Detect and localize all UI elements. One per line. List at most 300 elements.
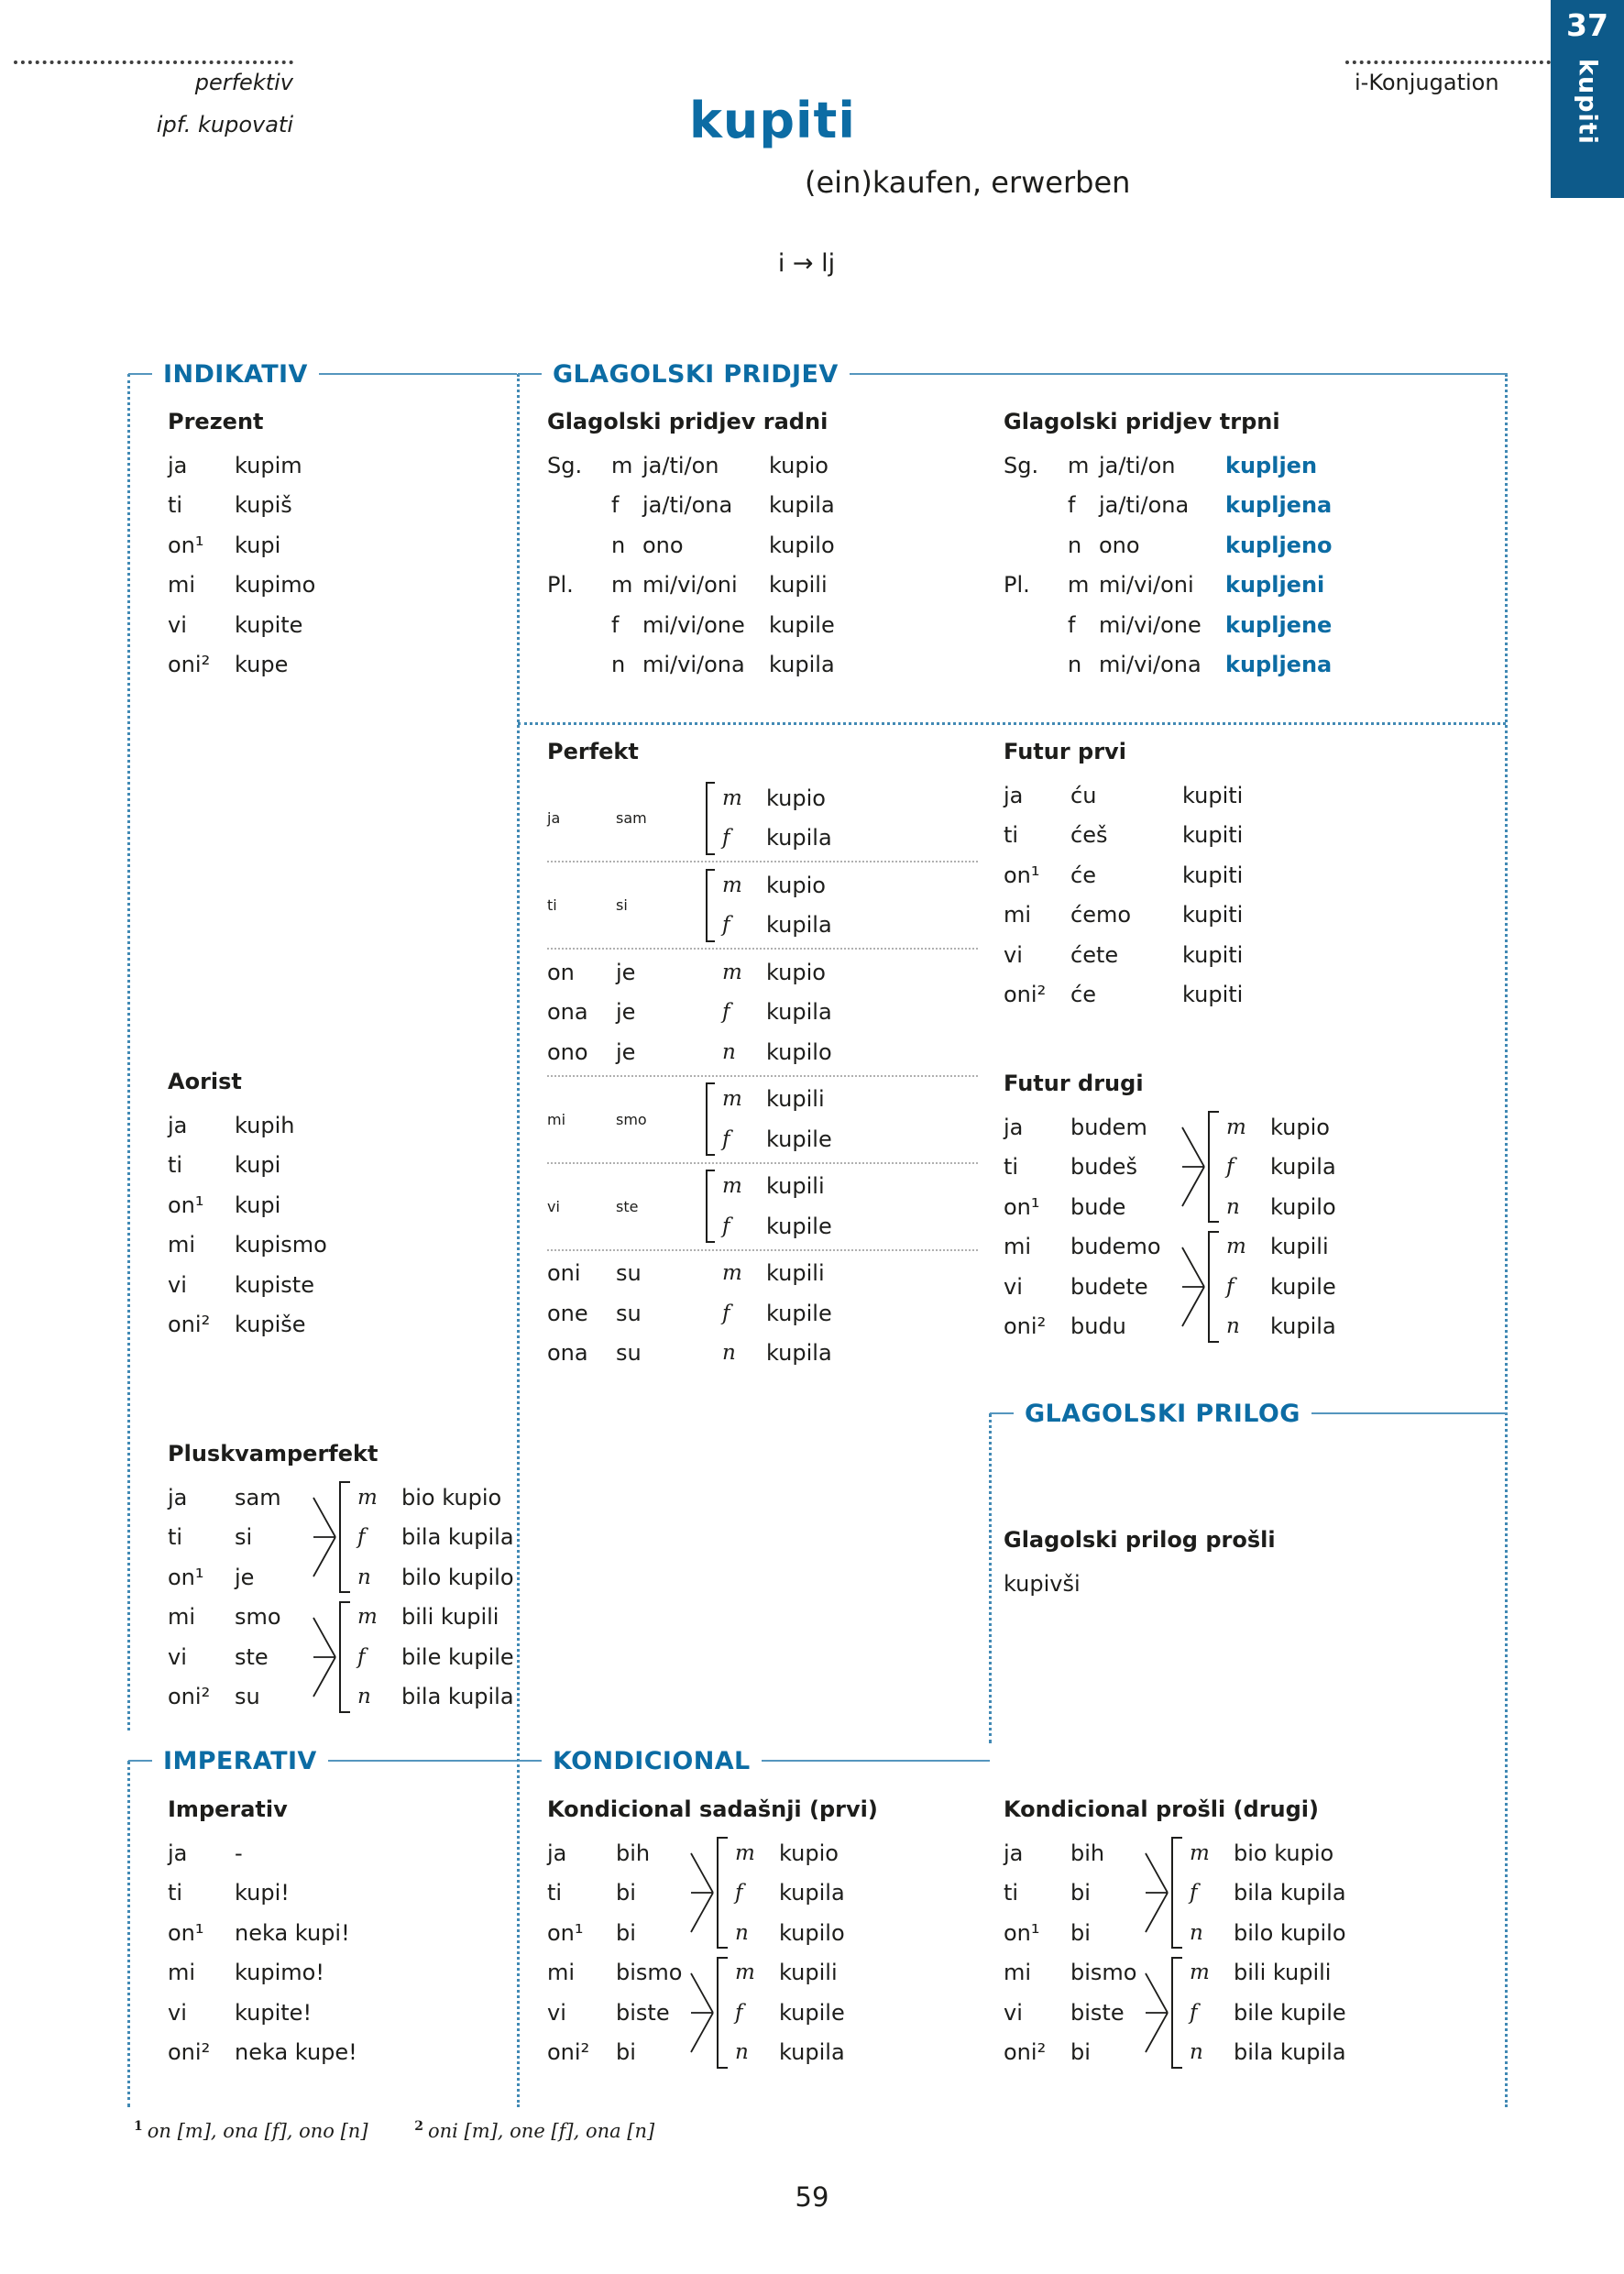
auxiliary: bih [1070, 1840, 1105, 1866]
auxiliary: je [235, 1564, 255, 1590]
futur-prvi-table [1004, 739, 1243, 1015]
section-heading-glagolski-pridjev: GLAGOLSKI PRIDJEV [553, 359, 839, 389]
dotted-border-prilog [989, 1413, 992, 1743]
verb-form: bili kupili [401, 1604, 499, 1631]
pridjev-radni-table [547, 409, 835, 685]
verb-form: kupi [235, 532, 281, 558]
form-row [722, 778, 832, 818]
conjugation-row [547, 1254, 978, 1294]
gender-label: m [722, 1087, 742, 1112]
gender-label: n [1068, 652, 1082, 678]
pronoun: ti [547, 896, 557, 914]
verb-form: kupio [766, 959, 826, 985]
pronoun: mi/vi/one [1099, 611, 1202, 638]
verb-form: kupile [1270, 1273, 1336, 1300]
number-label: Pl. [1004, 572, 1030, 599]
verb-form: kupljeni [1225, 572, 1325, 599]
prilog-prosli-heading: Glagolski prilog prošli [1004, 1527, 1276, 1553]
auxiliary: će [1070, 862, 1096, 888]
pronoun: ti [168, 492, 183, 519]
conjugation-row [168, 1105, 327, 1146]
perfekt-block [547, 775, 978, 862]
verb-form: kupila [766, 999, 832, 1026]
pronoun: mi/vi/ona [642, 652, 745, 678]
verb-form: kupili [769, 572, 828, 599]
gender-label: m [735, 1840, 755, 1865]
pronoun: on¹ [168, 1564, 204, 1590]
conjugation-row [1004, 935, 1243, 975]
gender-label: m [1068, 572, 1090, 599]
pronoun: ja [1004, 1114, 1024, 1140]
gender-label: m [357, 1605, 378, 1630]
bracket [706, 1170, 715, 1243]
pronoun: on¹ [168, 532, 204, 558]
bracket [717, 1957, 728, 2069]
pronoun: ja [168, 1112, 188, 1138]
heading-lead-line [128, 1760, 152, 1762]
conjugation-row [547, 1334, 978, 1374]
gender-label: m [611, 572, 633, 599]
bracket [706, 782, 715, 855]
pridjev-row [547, 645, 835, 686]
verb-form: kupljeno [1225, 532, 1333, 558]
auxiliary: si [235, 1524, 253, 1551]
perfekt-table [547, 739, 978, 1376]
dotted-border-left-top [127, 374, 130, 1730]
pronoun: on¹ [168, 1919, 204, 1946]
pronoun: mi [168, 572, 196, 599]
brace-connector [689, 1834, 715, 1951]
pronoun: on¹ [1004, 1193, 1040, 1220]
page-tab [1551, 0, 1624, 198]
verb-form: kupivši [1004, 1570, 1081, 1597]
pronoun: ja/ti/ona [1099, 492, 1190, 519]
gender-label: n [722, 1039, 736, 1064]
gender-label: m [1190, 1840, 1210, 1865]
auxiliary: ću [1070, 782, 1097, 808]
verb-form: kupiti [1182, 982, 1244, 1008]
brace-connector [1180, 1108, 1206, 1225]
verb-form: kupio [769, 452, 828, 478]
verb-form: kupite [235, 611, 303, 638]
verb-form: kupila [766, 912, 832, 939]
verb-form: kupljene [1225, 611, 1333, 638]
verb-form: kupilo [779, 1919, 845, 1946]
gender-label: n [1226, 1314, 1240, 1339]
pronoun: ona [547, 999, 588, 1026]
pronoun: ti [1004, 822, 1019, 849]
verb-form: kupile [766, 1300, 832, 1326]
verb-form: - [235, 1840, 243, 1866]
gender-label: m [722, 960, 742, 984]
conjugation-row [1004, 975, 1243, 1016]
pridjev-row [1004, 525, 1333, 566]
pronoun: ti [168, 1880, 183, 1906]
gender-label: m [1068, 452, 1090, 478]
pronoun: oni² [1004, 2039, 1047, 2066]
verb-form: kupio [766, 785, 826, 811]
verb-form: kupila [766, 825, 832, 851]
gender-label: f [722, 1000, 730, 1025]
pridjev-radni-heading: Glagolski pridjev radni [547, 409, 828, 434]
number-label: Sg. [547, 452, 583, 478]
verb-form: kupi! [235, 1880, 290, 1906]
verb-form: kupiti [1182, 822, 1244, 849]
gender-label: f [1190, 1881, 1198, 1906]
pridjev-row [547, 486, 835, 526]
verb-form: kupilo [769, 532, 835, 558]
verb-form: bilo kupilo [1234, 1919, 1346, 1946]
conjugation-row [168, 566, 315, 606]
conjugation-row [168, 1833, 357, 1873]
verb-form: bio kupio [401, 1484, 502, 1511]
section-heading-kondicional: KONDICIONAL [553, 1746, 751, 1775]
pronoun: ono [642, 532, 684, 558]
conjugation-row [1004, 855, 1243, 895]
perfekt-block [547, 1164, 978, 1251]
form-row [722, 865, 832, 906]
verb-form: kupilo [1270, 1193, 1336, 1220]
pronoun: oni² [168, 1312, 211, 1338]
perfekt-block [547, 1077, 978, 1164]
verb-form: kupili [766, 1086, 825, 1113]
auxiliary: budemo [1070, 1234, 1161, 1260]
verb-form: kupili [779, 1960, 838, 1986]
verb-form: bile kupile [401, 1643, 514, 1670]
verb-form: kupiti [1182, 902, 1244, 928]
heading-rule-line [762, 1760, 990, 1762]
gender-label: n [735, 2040, 749, 2065]
pronoun: vi [1004, 941, 1023, 968]
auxiliary: smo [235, 1604, 281, 1631]
heading-lead-line [518, 1760, 542, 1762]
gender-label: f [722, 826, 730, 851]
verb-form: kupiti [1182, 941, 1244, 968]
conjugation-row [168, 1265, 327, 1305]
conjugation-group [1004, 1833, 1346, 1953]
auxiliary: je [616, 959, 636, 985]
gender-label: f [722, 913, 730, 938]
page-number: 59 [795, 2181, 829, 2213]
auxiliary: ste [616, 1197, 639, 1215]
stem-change: i → lj [777, 249, 836, 278]
pridjev-row [547, 605, 835, 645]
pronoun: ja [168, 1840, 188, 1866]
gender-label: f [1226, 1155, 1234, 1180]
conjugation-row [1004, 1564, 1276, 1604]
auxiliary: budem [1070, 1114, 1147, 1140]
gender-label: m [722, 785, 742, 810]
perfekt-block [547, 1251, 978, 1377]
footnote-1-marker: 1 [134, 2119, 143, 2134]
pronoun: ja [168, 452, 188, 478]
pronoun: ti [547, 1880, 563, 1906]
auxiliary: si [616, 896, 628, 914]
auxiliary: bismo [616, 1960, 683, 1986]
dotted-border-pridjev-bottom [518, 722, 1506, 725]
auxiliary: ćete [1070, 941, 1119, 968]
verb-form: kupi [235, 1152, 281, 1179]
gender-label: m [722, 873, 742, 897]
pronoun: vi [547, 1999, 566, 2026]
gender-label: f [722, 1214, 730, 1238]
number-label: Sg. [1004, 452, 1039, 478]
auxiliary: će [1070, 982, 1096, 1008]
auxiliary: budu [1070, 1313, 1126, 1340]
verb-form: kupile [779, 1999, 845, 2026]
pridjev-row [547, 445, 835, 486]
form-row [722, 1206, 832, 1247]
auxiliary: budeš [1070, 1154, 1137, 1181]
gender-label: n [357, 1685, 371, 1709]
auxiliary: je [616, 1038, 636, 1065]
gender-label: m [1226, 1235, 1246, 1259]
pronoun: oni [547, 1260, 581, 1287]
conjugation-row [168, 605, 315, 645]
header-dotted-line-left [14, 60, 293, 64]
prezent-heading: Prezent [168, 409, 264, 434]
verb-form: kupe [235, 652, 289, 678]
pronoun: mi [1004, 902, 1032, 928]
aorist-heading: Aorist [168, 1069, 242, 1094]
pronoun: on¹ [1004, 862, 1040, 888]
verb-form: kupljen [1225, 452, 1318, 478]
conjugation-row [168, 1993, 357, 2033]
conjugation-row [168, 445, 315, 486]
pronoun: ti [168, 1152, 183, 1179]
pronoun: ja/ti/on [642, 452, 719, 478]
number-label: Pl. [547, 572, 574, 599]
auxiliary: biste [616, 1999, 670, 2026]
pluskvamperfekt-table [168, 1441, 514, 1717]
conjugation-row [168, 2033, 357, 2073]
auxiliary: su [235, 1684, 260, 1710]
pronoun: oni² [1004, 982, 1047, 1008]
section-heading-indikativ: INDIKATIV [163, 359, 308, 389]
gender-label: n [1226, 1194, 1240, 1219]
verb-form: bila kupila [1234, 1880, 1346, 1906]
pronoun: mi [1004, 1234, 1032, 1260]
pronoun: oni² [168, 1684, 211, 1710]
gender-label: f [735, 1881, 743, 1906]
translation: (ein)kaufen, erwerben [805, 165, 1131, 200]
pronoun: mi [547, 1960, 576, 1986]
verb-form: kupila [769, 652, 835, 678]
heading-rule-line [1311, 1412, 1508, 1414]
brace-connector [1180, 1228, 1206, 1346]
kondicional-sadasnji-heading: Kondicional sadašnji (prvi) [547, 1796, 878, 1822]
auxiliary: ste [235, 1643, 269, 1670]
pronoun: ti [1004, 1154, 1019, 1181]
gender-label: m [1226, 1115, 1246, 1139]
brace-connector [1144, 1954, 1169, 2071]
futur-drugi-table [1004, 1071, 1336, 1346]
form-row [722, 906, 832, 946]
pronoun: on¹ [1004, 1919, 1040, 1946]
pronoun: vi [168, 611, 187, 638]
conjugation-row [1004, 816, 1243, 856]
verb-form: bila kupila [401, 1524, 514, 1551]
pluskvamperfekt-heading: Pluskvamperfekt [168, 1441, 379, 1467]
footnote-2-text: oni [m], one [f], ona [n] [427, 2120, 655, 2142]
verb-form: kupile [766, 1213, 832, 1239]
pronoun: vi [168, 1643, 187, 1670]
gender-label: f [611, 611, 620, 638]
verb-form: kupiste [235, 1271, 314, 1298]
futur-prvi-heading: Futur prvi [1004, 739, 1126, 764]
aspect-label: perfektiv [194, 70, 293, 95]
bracket [1171, 1957, 1182, 2069]
gender-label: m [722, 1174, 742, 1199]
pronoun: mi [168, 1604, 196, 1631]
brace-connector [689, 1954, 715, 2071]
verb-form: kupiše [235, 1312, 306, 1338]
conjugation-group [1004, 1227, 1336, 1347]
verb-form: kupila [769, 492, 835, 519]
gender-label: f [1190, 2000, 1198, 2025]
verb-form: kupila [1270, 1154, 1336, 1181]
bracket [339, 1481, 350, 1593]
section-glagolski-prilog [990, 1397, 1508, 1430]
pronoun: ono [1099, 532, 1140, 558]
imperativ-table [168, 1796, 357, 2072]
pronoun: ono [547, 1038, 588, 1065]
prezent-table [168, 409, 315, 685]
auxiliary: budete [1070, 1273, 1148, 1300]
pridjev-row [1004, 445, 1333, 486]
form-row [722, 1080, 832, 1120]
pronoun: one [547, 1300, 588, 1326]
pronoun: mi/vi/one [642, 611, 745, 638]
form-row [722, 818, 832, 859]
auxiliary: bismo [1070, 1960, 1137, 1986]
bracket [1208, 1111, 1219, 1223]
pridjev-trpni-heading: Glagolski pridjev trpni [1004, 409, 1280, 434]
conjugation-group [168, 1478, 514, 1598]
conjugation-row [1004, 775, 1243, 816]
verb-form: kupiš [235, 492, 292, 519]
conjugation-row [168, 1913, 357, 1953]
conjugation-row [168, 645, 315, 686]
gender-label: n [357, 1565, 371, 1589]
bracket [706, 869, 715, 942]
heading-lead-line [518, 373, 542, 375]
dotted-border-right [1505, 374, 1508, 2107]
gender-label: n [1190, 1920, 1203, 1945]
verb-form: kupljena [1225, 652, 1333, 678]
pridjev-row [547, 566, 835, 606]
verb-form: bila kupila [1234, 2039, 1346, 2066]
verb-form: neka kupe! [235, 2039, 357, 2066]
auxiliary: bi [1070, 1919, 1091, 1946]
section-indikativ [128, 357, 517, 390]
pronoun: ti [1004, 1880, 1019, 1906]
gender-label: m [735, 1961, 755, 1985]
verb-form: kupismo [235, 1232, 327, 1258]
conjugation-row [168, 1146, 327, 1186]
conjugation-row [547, 993, 978, 1033]
conjugation-row [547, 1032, 978, 1072]
dotted-border-middle [517, 374, 520, 2107]
conjugation-row [168, 1305, 327, 1346]
auxiliary: bi [616, 1919, 636, 1946]
verb-form: kupio [779, 1840, 839, 1866]
auxiliary: bude [1070, 1193, 1126, 1220]
pronoun: vi [547, 1197, 560, 1215]
verb-form: kupila [779, 1880, 845, 1906]
kondicional-sadasnji-table [547, 1796, 878, 2072]
gender-label: f [1068, 492, 1076, 519]
auxiliary: ćemo [1070, 902, 1132, 928]
verb-form: bio kupio [1234, 1840, 1334, 1866]
pronoun: on¹ [168, 1192, 204, 1218]
conjugation-row [168, 1185, 327, 1225]
verb-form: kupio [1270, 1114, 1330, 1140]
conjugation-row [168, 1953, 357, 1994]
gender-label: n [722, 1341, 736, 1366]
conjugation-row [168, 1873, 357, 1914]
dotted-border-left-bottom [127, 1761, 130, 2107]
heading-lead-line [128, 373, 152, 375]
auxiliary: bih [616, 1840, 651, 1866]
form-row [722, 1167, 832, 1207]
auxiliary: bi [1070, 1880, 1091, 1906]
pronoun: on [547, 959, 575, 985]
heading-rule-line [319, 373, 517, 375]
gender-label: n [611, 652, 626, 678]
verb-form: kupiti [1182, 782, 1244, 808]
auxiliary: su [616, 1260, 642, 1287]
conjugation-pair [547, 1167, 978, 1247]
conjugation-pair [547, 1080, 978, 1159]
verb-form: kupio [766, 872, 826, 898]
section-imperativ [128, 1744, 517, 1777]
pronoun: ti [168, 1524, 183, 1551]
gender-label: m [722, 1261, 742, 1286]
bracket [706, 1082, 715, 1156]
pronoun: ja/ti/on [1099, 452, 1176, 478]
conjugation-row [547, 952, 978, 993]
bracket [339, 1601, 350, 1713]
conjugation-group [547, 1953, 878, 2073]
pronoun: ja [547, 1840, 567, 1866]
gender-label: n [735, 1920, 749, 1945]
auxiliary: biste [1070, 1999, 1125, 2026]
pronoun: oni² [1004, 1313, 1047, 1340]
perfekt-block [547, 862, 978, 950]
section-heading-glagolski-prilog: GLAGOLSKI PRILOG [1025, 1399, 1300, 1428]
section-glagolski-pridjev [518, 357, 1508, 390]
pridjev-row [1004, 566, 1333, 606]
gender-label: f [722, 1126, 730, 1151]
conjugation-row [168, 1225, 327, 1266]
gender-label: f [611, 492, 620, 519]
pronoun: vi [168, 1999, 187, 2026]
gender-label: m [1190, 1961, 1210, 1985]
heading-rule-line [850, 373, 1508, 375]
kondicional-prosli-table [1004, 1796, 1346, 2072]
conjugation-group [1004, 1107, 1336, 1227]
pronoun: vi [1004, 1999, 1023, 2026]
verb-form: neka kupi! [235, 1919, 350, 1946]
verb-form: kupili [766, 1173, 825, 1200]
gender-label: n [1068, 532, 1082, 558]
pronoun: ja [547, 809, 561, 827]
verb-form: bile kupile [1234, 1999, 1346, 2026]
gender-label: f [357, 1525, 366, 1550]
gender-label: f [735, 2000, 743, 2025]
kondicional-prosli-heading: Kondicional prošli (drugi) [1004, 1796, 1320, 1822]
